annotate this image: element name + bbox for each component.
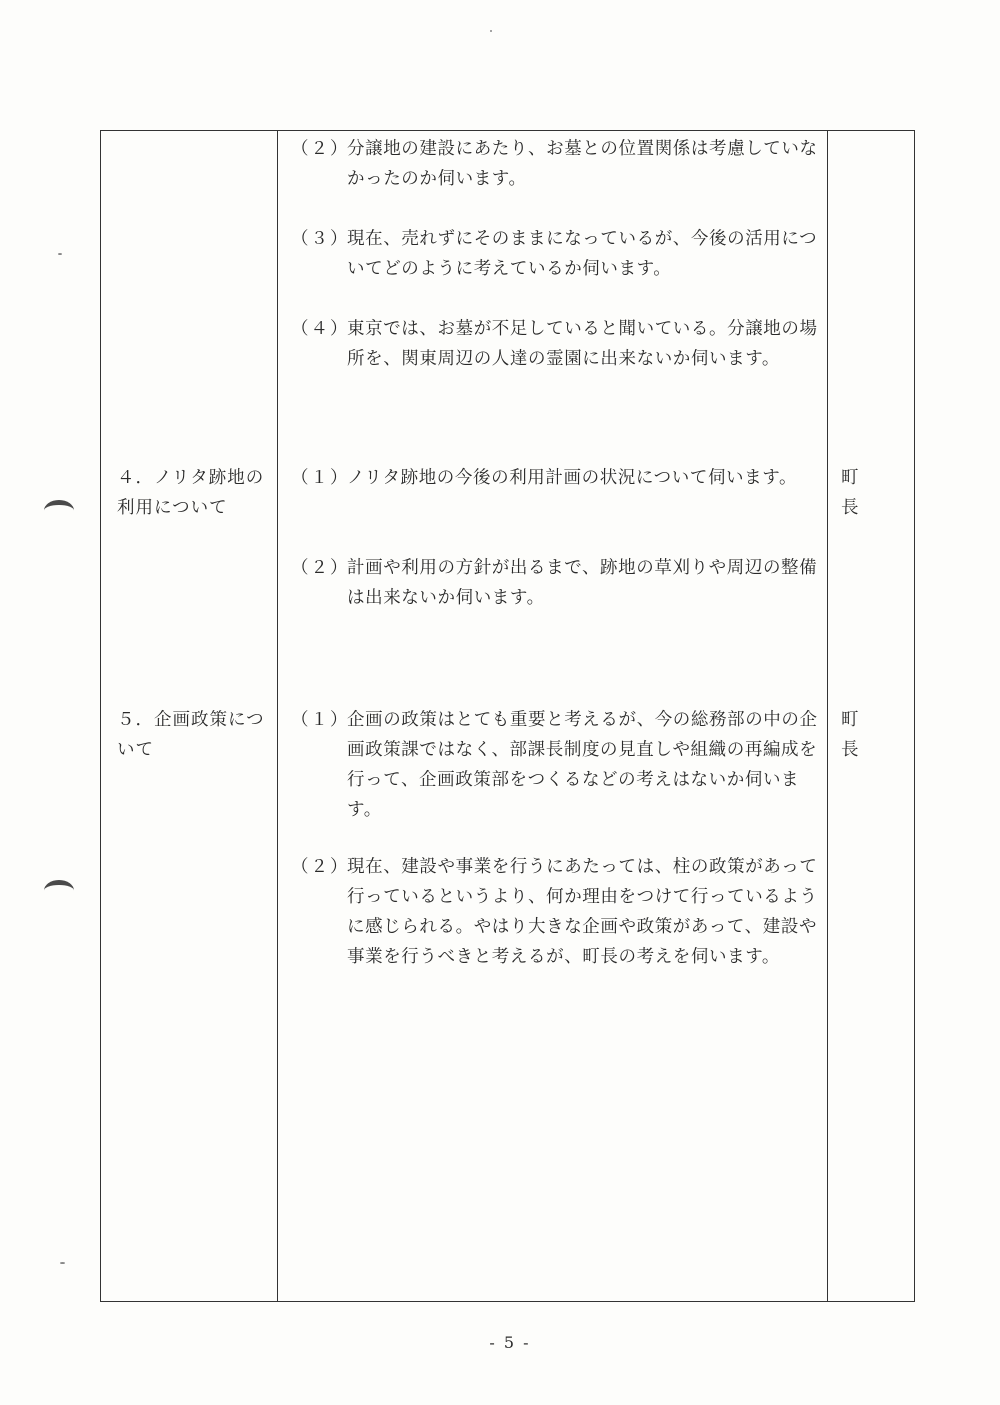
- question-item: [291, 463, 819, 493]
- question-number: （３）: [291, 229, 350, 249]
- scan-speck: [60, 1262, 65, 1264]
- question-text: 現在、建設や事業を行うにあたっては、柱の政策があって行っているというより、何か理由をつけて行っているように感じられる。やはり大きな企画や政策があって、建設や事業を行うべきと考えるが、町長の考えを伺います。: [347, 857, 818, 967]
- column-divider-official: [827, 131, 828, 1301]
- question-text: 東京では、お墓が不足していると聞いている。分譲地の場所を、関東周辺の人達の霊園に出来ないか伺います。: [347, 319, 818, 369]
- responder: 町長: [841, 710, 881, 760]
- question-text: 計画や利用の方針が出るまで、跡地の草刈りや周辺の整備は出来ないか伺います。: [347, 558, 818, 608]
- question-item: [291, 705, 819, 825]
- topic-title: ５．企画政策について: [117, 710, 265, 760]
- question-item: [291, 852, 819, 972]
- question-text: 企画の政策はとても重要と考えるが、今の総務部の中の企画政策課ではなく、部課長制度の見直しや組織の再編成を行って、企画政策部をつくるなどの考えはないか伺います。: [347, 710, 818, 820]
- punch-hole-mark: [44, 500, 74, 521]
- scan-speck: [490, 30, 492, 32]
- punch-hole-mark: [44, 880, 74, 901]
- question-item: [291, 134, 819, 194]
- column-divider-topic: [277, 131, 278, 1301]
- question-number: （１）: [291, 710, 350, 730]
- question-number: （２）: [291, 857, 350, 877]
- question-number: （２）: [291, 558, 350, 578]
- responder: 町長: [841, 468, 881, 518]
- page-number: - 5 -: [489, 1333, 531, 1352]
- question-item: [291, 224, 819, 284]
- question-text: 現在、売れずにそのままになっているが、今後の活用についてどのように考えているか伺います。: [347, 229, 818, 279]
- question-item: [291, 314, 819, 374]
- topic-title: ４．ノリタ跡地の利用について: [117, 468, 265, 518]
- question-number: （４）: [291, 319, 350, 339]
- question-text: ノリタ跡地の今後の利用計画の状況について伺います。: [347, 468, 798, 488]
- question-number: （１）: [291, 468, 350, 488]
- question-number: （２）: [291, 139, 350, 159]
- question-item: [291, 553, 819, 613]
- scan-speck: [58, 253, 62, 255]
- question-table: [100, 130, 915, 1302]
- question-text: 分譲地の建設にあたり、お墓との位置関係は考慮していなかったのか伺います。: [347, 139, 818, 189]
